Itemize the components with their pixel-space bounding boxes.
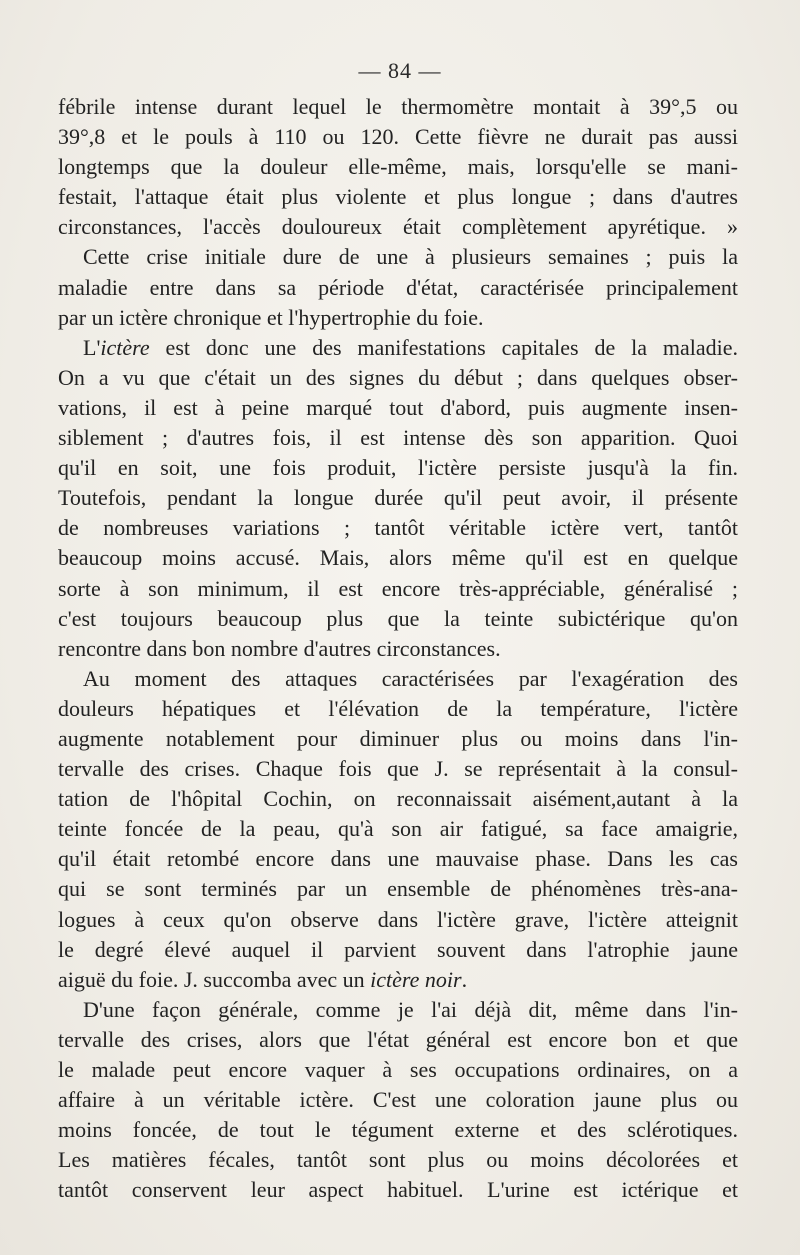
text-line: tation de l'hôpital Cochin, on reconnaissait aisément,autant à la	[58, 786, 738, 812]
text-line: affaire à un véritable ictère. C'est une coloration jaune plus ou	[58, 1087, 738, 1113]
text-line: le malade peut encore vaquer à ses occupations ordinaires, on a	[58, 1057, 738, 1082]
text-line: tervalle des crises. Chaque fois que J. se représentait à la consul-	[58, 756, 738, 782]
text-line: circonstances, l'accès douloureux était complètement apyrétique. »	[58, 214, 738, 240]
text-line: c'est toujours beaucoup plus que la teinte subictérique qu'on	[58, 605, 738, 631]
text-line: 39°,8 et le pouls à 110 ou 120. Cette fièvre ne durait pas aussi	[58, 124, 738, 150]
text-line: vations, il est à peine marqué tout d'abord, puis augmente insen-	[58, 394, 738, 420]
text-line	[58, 965, 738, 995]
text-line: Au moment des attaques caractérisées par l'exagération des	[83, 665, 738, 691]
text-line: rencontre dans bon nombre d'autres circonstances.	[58, 635, 501, 661]
paragraph-3	[58, 333, 738, 664]
text-line: qu'il était retombé encore dans une mauvaise phase. Dans les cas	[58, 846, 738, 872]
text-line: beaucoup moins accusé. Mais, alors même qu'il est en quelque	[58, 545, 738, 571]
text-line: douleurs hépatiques et l'élévation de la température, l'ictère	[58, 695, 738, 721]
text-line: D'une façon générale, comme je l'ai déjà dit, même dans l'in-	[83, 996, 738, 1022]
paragraph-5	[58, 995, 738, 1206]
text-line: augmente notablement pour diminuer plus ou moins dans l'in-	[58, 725, 738, 751]
text-line: Les matières fécales, tantôt sont plus ou moins décolorées et	[58, 1147, 738, 1173]
text-line	[58, 333, 738, 363]
italic-term: ictère	[100, 334, 150, 360]
text-line: de nombreuses variations ; tantôt véritable ictère vert, tantôt	[58, 515, 738, 541]
text-line: teinte foncée de la peau, qu'à son air fatigué, sa face amaigrie,	[58, 816, 738, 842]
text-line: Cette crise initiale dure de une à plusieurs semaines ; puis la	[83, 244, 738, 270]
paragraph-2	[58, 242, 738, 332]
text-line: maladie entre dans sa période d'état, caractérisée principalement	[58, 274, 738, 300]
text-line: le degré élevé auquel il parvient souvent dans l'atrophie jaune	[58, 936, 738, 962]
italic-term: ictère noir	[370, 966, 462, 992]
text-line: On a vu que c'était un des signes du début ; dans quelques obser-	[58, 364, 738, 390]
text-line: fébrile intense durant lequel le thermomètre montait à 39°,5 ou	[58, 94, 738, 119]
text-line: longtemps que la douleur elle-même, mais, lorsqu'elle se mani-	[58, 154, 738, 180]
paragraph-4	[58, 664, 738, 995]
text-span: aiguë du foie. J. succomba avec un	[58, 966, 371, 992]
paragraph-1	[58, 92, 738, 242]
text-span: .	[461, 966, 468, 992]
text-line: qui se sont terminés par un ensemble de phénomènes très-ana-	[58, 876, 738, 902]
text-span: L'	[83, 334, 101, 360]
text-line: Toutefois, pendant la longue durée qu'il peut avoir, il présente	[58, 485, 738, 511]
text-line: tantôt conservent leur aspect habituel. L'urine est ictérique et	[58, 1177, 738, 1203]
body-text	[58, 92, 738, 1205]
text-line: moins foncée, de tout le tégument externe et des sclérotiques.	[58, 1117, 738, 1143]
text-line: par un ictère chronique et l'hypertrophie du foie.	[58, 304, 484, 330]
text-line: sorte à son minimum, il est encore très-appréciable, généralisé ;	[58, 575, 738, 601]
text-line: festait, l'attaque était plus violente et plus longue ; dans d'autres	[58, 184, 738, 210]
page-number: — 84 —	[358, 58, 442, 83]
text-span: est donc une des manifestations capitales de la maladie.	[149, 334, 738, 360]
text-line: siblement ; d'autres fois, il est intense dès son apparition. Quoi	[58, 425, 738, 451]
text-line: tervalle des crises, alors que l'état général est encore bon et que	[58, 1026, 738, 1052]
text-line: logues à ceux qu'on observe dans l'ictère grave, l'ictère atteignit	[58, 906, 738, 932]
text-line: qu'il en soit, une fois produit, l'ictère persiste jusqu'à la fin.	[58, 455, 738, 481]
